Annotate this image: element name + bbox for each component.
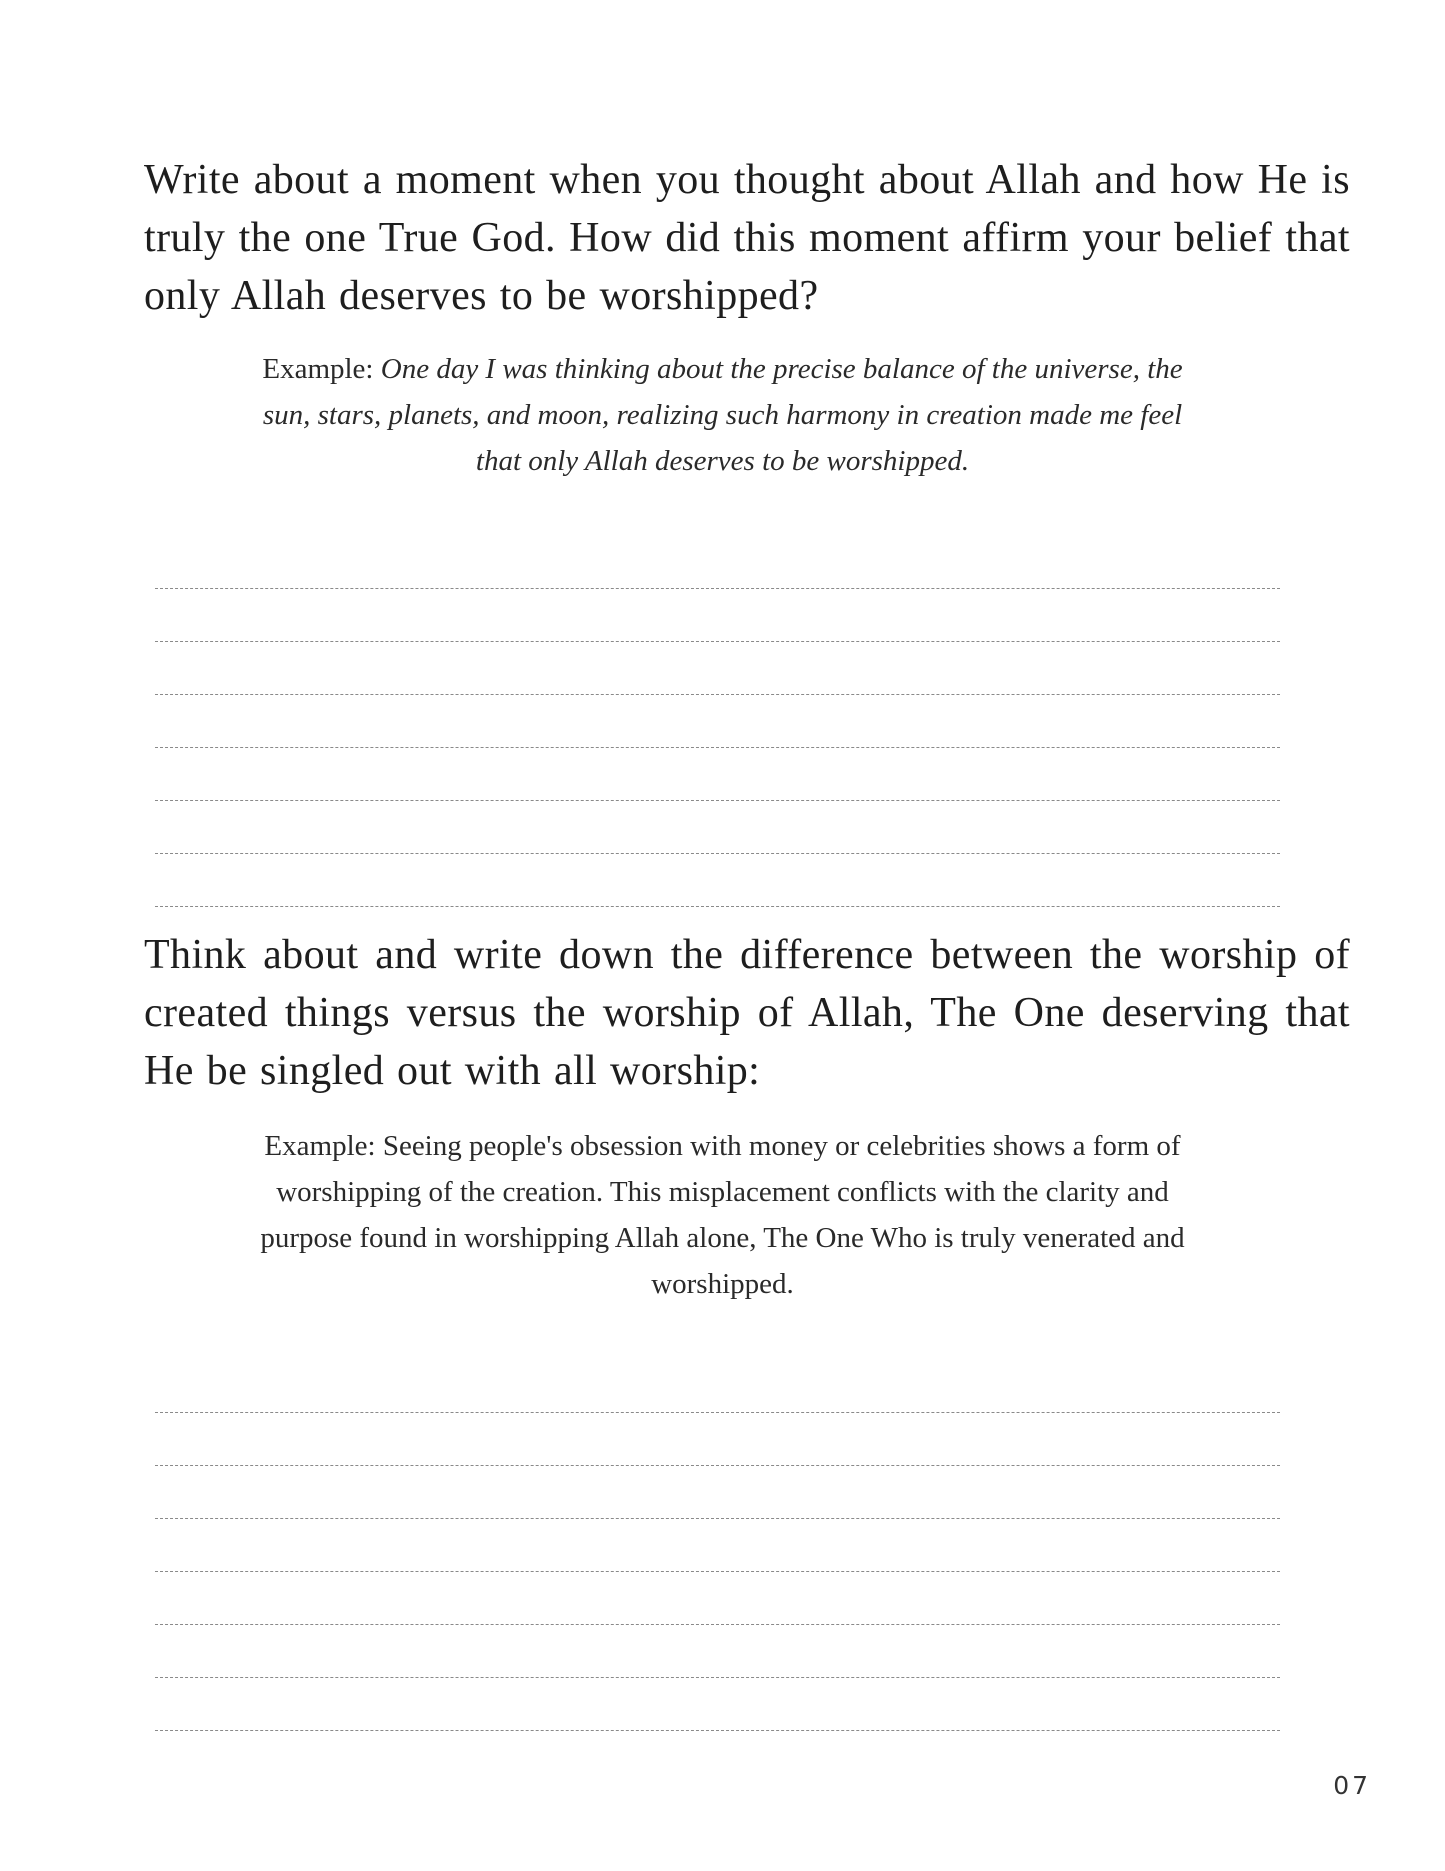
prompt-heading-2: Think about and write down the difference between the worship of created things versus the worship of Allah, The One deserving that He be singled out with all worship:: [144, 932, 1350, 1094]
writing-line[interactable]: [155, 1466, 1280, 1519]
writing-area-2[interactable]: [155, 1360, 1280, 1731]
writing-line[interactable]: [155, 1572, 1280, 1625]
example-body: One day I was thinking about the precise balance of the universe, the sun, stars, planets, and moon, realizing such harmony in creation made me feel that only Allah deserves to be worshipped.: [262, 353, 1183, 477]
example-label: Example:: [262, 353, 381, 385]
writing-line[interactable]: [155, 1413, 1280, 1466]
writing-line[interactable]: [155, 1625, 1280, 1678]
writing-line[interactable]: [155, 695, 1280, 748]
writing-line[interactable]: [155, 1519, 1280, 1572]
example-text-1: [240, 346, 1205, 484]
writing-line[interactable]: [155, 801, 1280, 854]
example-text-2: [240, 1123, 1205, 1307]
writing-line[interactable]: [155, 748, 1280, 801]
writing-line[interactable]: [155, 1678, 1280, 1731]
writing-line[interactable]: [155, 854, 1280, 907]
writing-line[interactable]: [155, 589, 1280, 642]
page-number: 07: [1333, 1771, 1371, 1800]
example-body: Seeing people's obsession with money or celebrities shows a form of worshipping of the creation. This misplacement conflicts with the clarity and purpose found in worshipping Allah alone, The One Who is truly venerated and worshipped.: [260, 1130, 1185, 1300]
prompt-heading-1: Write about a moment when you thought about Allah and how He is truly the one True God. How did this moment affirm your belief that only Allah deserves to be worshipped?: [144, 157, 1350, 319]
example-label: Example:: [264, 1130, 383, 1162]
writing-line[interactable]: [155, 1360, 1280, 1413]
writing-line[interactable]: [155, 536, 1280, 589]
writing-line[interactable]: [155, 642, 1280, 695]
writing-area-1[interactable]: [155, 536, 1280, 907]
